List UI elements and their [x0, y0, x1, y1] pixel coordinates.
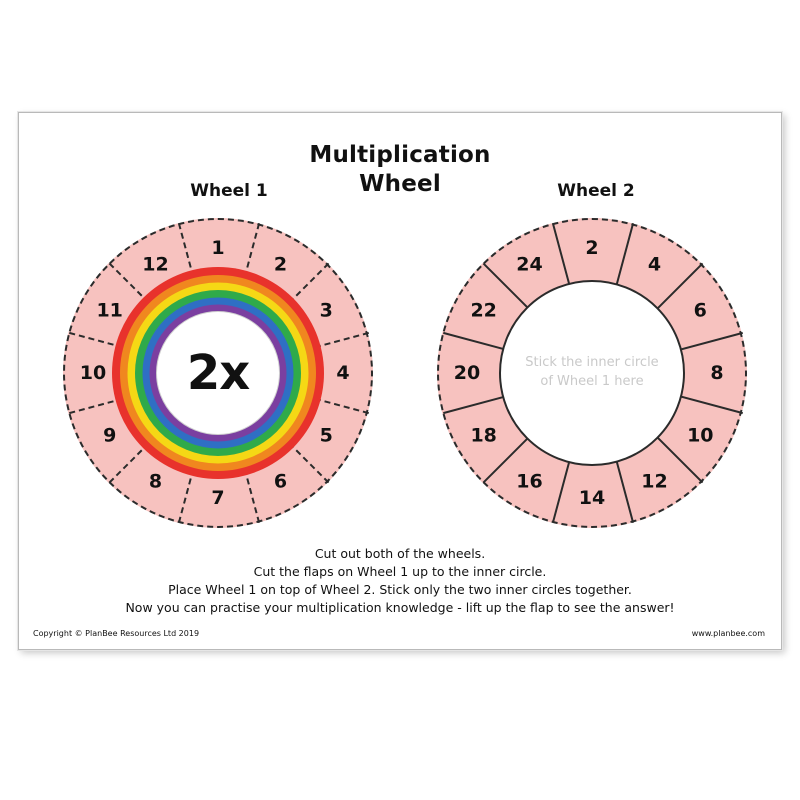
- wheel-number: 6: [693, 299, 707, 322]
- wheel-number: 12: [142, 253, 169, 276]
- wheel-number: 6: [273, 470, 288, 493]
- wheel-number: 4: [336, 362, 350, 384]
- wheel-2-inner-circle: [499, 280, 685, 466]
- wheel-number: 16: [516, 470, 543, 493]
- wheel-number: 18: [470, 424, 497, 447]
- wheel-2-label: Wheel 2: [557, 181, 635, 201]
- instruction-line: Now you can practise your multiplication knowledge - lift up the flap to see the answer!: [125, 600, 675, 616]
- wheel-number: 2: [273, 253, 288, 276]
- instruction-line: Place Wheel 1 on top of Wheel 2. Stick only the two inner circles together.: [168, 582, 632, 598]
- wheel-number: 10: [79, 362, 107, 384]
- copyright-text: Copyright © PlanBee Resources Ltd 2019: [33, 629, 200, 638]
- wheel-number: 20: [453, 362, 481, 384]
- instruction-line: Cut the flaps on Wheel 1 up to the inner circle.: [253, 564, 547, 580]
- wheel-number: 5: [319, 424, 333, 447]
- wheel-number: 8: [710, 362, 724, 384]
- wheel-number: 3: [319, 299, 333, 322]
- wheel-number: 4: [647, 253, 662, 276]
- wheel-1-label: Wheel 1: [190, 181, 268, 201]
- instructions-block: [19, 545, 781, 618]
- wheel-number: 10: [687, 424, 714, 447]
- wheel-2: [437, 218, 747, 528]
- title-line-2: Wheel: [359, 170, 441, 197]
- wheel-number: 8: [148, 470, 163, 493]
- wheel-1-center: [156, 311, 280, 435]
- worksheet-sheet: [18, 112, 782, 650]
- wheel-number: 12: [641, 470, 668, 493]
- wheel-number: 7: [211, 487, 225, 509]
- wheel-number: 24: [516, 253, 543, 276]
- title-line-1: Multiplication: [309, 142, 491, 168]
- inner-circle-instruction-line-1: Stick the inner circle: [525, 355, 659, 371]
- wheel-number: 11: [96, 299, 123, 322]
- wheel-number: 1: [211, 237, 225, 259]
- wheel-number: 9: [103, 424, 117, 447]
- wheel-number: 2: [585, 237, 599, 259]
- website-text: www.planbee.com: [691, 629, 765, 638]
- multiplier-label: 2x: [186, 345, 250, 401]
- wheel-number: 14: [578, 487, 606, 509]
- wheel-1: [63, 218, 373, 528]
- inner-circle-instruction: [525, 354, 658, 392]
- wheel-number: 22: [470, 299, 497, 322]
- instruction-line: Cut out both of the wheels.: [314, 546, 486, 561]
- inner-circle-instruction-line-2: of Wheel 1 here: [540, 374, 644, 389]
